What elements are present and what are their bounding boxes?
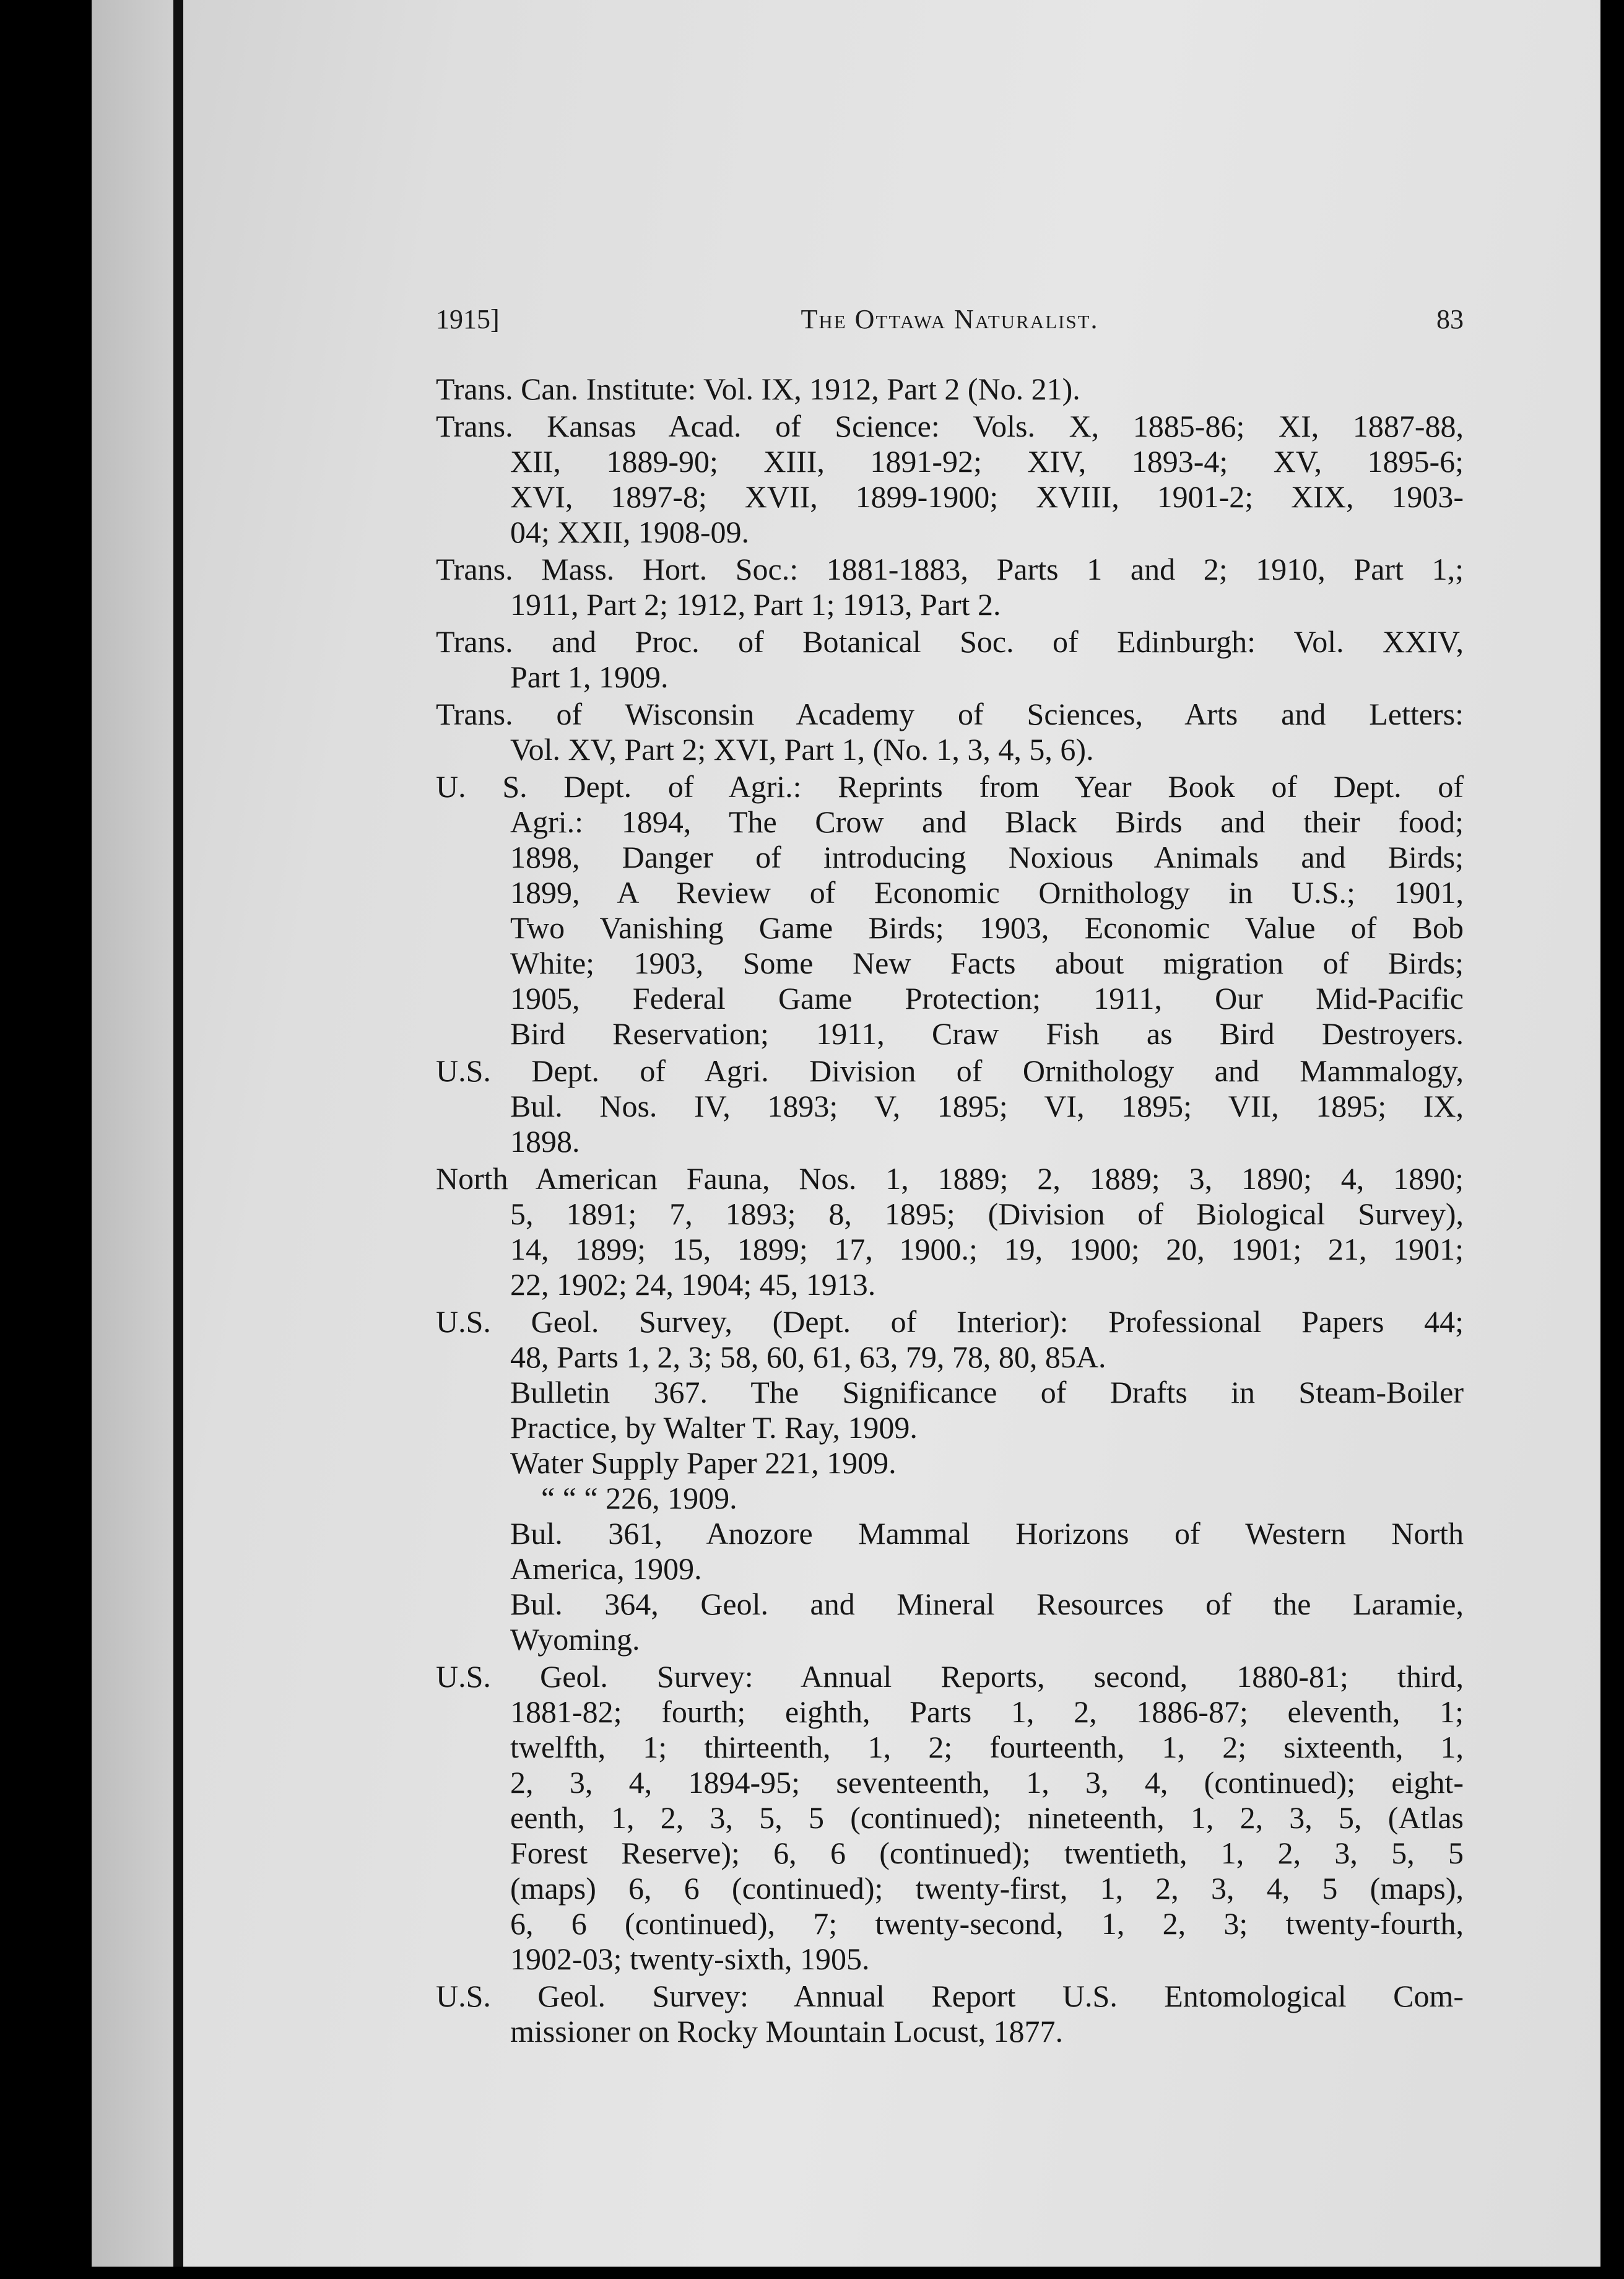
entry-line: 1905, Federal Game Protection; 1911, Our Mid-Pacific <box>510 981 1464 1016</box>
entry-line: Trans. Can. Institute: Vol. IX, 1912, Part 2 (No. 21). <box>436 372 1080 406</box>
entry-line: 6, 6 (continued), 7; twenty-second, 1, 2, 3; twenty-fourth, <box>510 1906 1464 1941</box>
list-item <box>436 697 1464 767</box>
entry-line: Practice, by Walter T. Ray, 1909. <box>510 1410 918 1445</box>
entry-line: North American Fauna, Nos. 1, 1889; 2, 1889; 3, 1890; 4, 1890; <box>436 1161 1464 1196</box>
journal-title: The Ottawa Naturalist. <box>801 304 1099 334</box>
scan-border-right <box>1600 0 1624 2279</box>
list-item <box>436 1304 1464 1657</box>
entry-line: Water Supply Paper 221, 1909. <box>510 1445 897 1480</box>
entry-line: 22, 1902; 24, 1904; 45, 1913. <box>510 1267 876 1302</box>
entry-line: Forest Reserve); 6, 6 (continued); twentieth, 1, 2, 3, 5, 5 <box>510 1836 1464 1870</box>
entry-line: U. S. Dept. of Agri.: Reprints from Year Book of Dept. of <box>436 769 1464 804</box>
entry-line: 1898, Danger of introducing Noxious Animals and Birds; <box>510 840 1464 874</box>
entry-line: Bird Reservation; 1911, Craw Fish as Bird Destroyers. <box>510 1016 1464 1051</box>
scan-border-bottom <box>0 2267 1624 2279</box>
list-item <box>436 1659 1464 1977</box>
gutter-line <box>173 0 183 2267</box>
facing-page-edge <box>92 0 173 2267</box>
running-header <box>436 303 1464 341</box>
list-item <box>436 1053 1464 1159</box>
entry-line: 5, 1891; 7, 1893; 8, 1895; (Division of Biological Survey), <box>510 1196 1464 1231</box>
entry-line: 1898. <box>510 1124 580 1159</box>
entry-line: eenth, 1, 2, 3, 5, 5 (continued); nineteenth, 1, 2, 3, 5, (Atlas <box>510 1800 1464 1835</box>
entry-line: White; 1903, Some New Facts about migration of Birds; <box>510 946 1464 980</box>
entry-line: U.S. Geol. Survey: Annual Report U.S. Entomological Com- <box>436 1979 1464 2013</box>
entry-line: 14, 1899; 15, 1899; 17, 1900.; 19, 1900; 20, 1901; 21, 1901; <box>510 1232 1464 1266</box>
entry-line: Trans. Kansas Acad. of Science: Vols. X, 1885-86; XI, 1887-88, <box>436 409 1464 443</box>
list-item <box>436 769 1464 1052</box>
entry-line: Trans. and Proc. of Botanical Soc. of Edinburgh: Vol. XXIV, <box>436 624 1464 659</box>
entry-line: Bul. Nos. IV, 1893; V, 1895; VI, 1895; VII, 1895; IX, <box>510 1089 1464 1123</box>
library-accessions-list <box>436 372 1464 2051</box>
entry-line: U.S. Geol. Survey, (Dept. of Interior): Professional Papers 44; <box>436 1304 1464 1339</box>
list-item <box>436 409 1464 550</box>
page-number: 83 <box>1436 304 1464 334</box>
entry-line: (maps) 6, 6 (continued); twenty-first, 1, 2, 3, 4, 5 (maps), <box>510 1871 1464 1906</box>
entry-line: XII, 1889-90; XIII, 1891-92; XIV, 1893-4; XV, 1895-6; <box>510 444 1464 479</box>
entry-line: Trans. of Wisconsin Academy of Sciences, Arts and Letters: <box>436 697 1464 731</box>
entry-line: America, 1909. <box>510 1551 702 1586</box>
list-item <box>436 552 1464 622</box>
entry-line: twelfth, 1; thirteenth, 1, 2; fourteenth, 1, 2; sixteenth, 1, <box>510 1730 1464 1764</box>
entry-line: 1902-03; twenty-sixth, 1905. <box>510 1941 870 1976</box>
entry-line: “ “ “ 226, 1909. <box>541 1481 737 1515</box>
header-year: 1915] <box>436 304 500 334</box>
entry-line: 04; XXII, 1908-09. <box>510 515 750 549</box>
entry-line: Bul. 361, Anozore Mammal Horizons of Western North <box>510 1516 1464 1551</box>
entry-line: Agri.: 1894, The Crow and Black Birds and their food; <box>510 804 1464 839</box>
entry-line: Trans. Mass. Hort. Soc.: 1881-1883, Parts 1 and 2; 1910, Part 1,; <box>436 552 1464 586</box>
entry-line: 1899, A Review of Economic Ornithology in U.S.; 1901, <box>510 875 1464 910</box>
entry-line: U.S. Dept. of Agri. Division of Ornithology and Mammalogy, <box>436 1053 1464 1088</box>
list-item <box>436 1161 1464 1302</box>
entry-line: Bul. 364, Geol. and Mineral Resources of the Laramie, <box>510 1587 1464 1621</box>
entry-line: XVI, 1897-8; XVII, 1899-1900; XVIII, 1901-2; XIX, 1903- <box>510 479 1464 514</box>
entry-line: U.S. Geol. Survey: Annual Reports, second, 1880-81; third, <box>436 1659 1464 1694</box>
list-item <box>436 624 1464 695</box>
entry-line: 1911, Part 2; 1912, Part 1; 1913, Part 2. <box>510 587 1001 622</box>
entry-line: Wyoming. <box>510 1622 640 1657</box>
entry-line: 2, 3, 4, 1894-95; seventeenth, 1, 3, 4, (continued); eight- <box>510 1765 1464 1800</box>
entry-line: Vol. XV, Part 2; XVI, Part 1, (No. 1, 3, 4, 5, 6). <box>510 732 1094 767</box>
entry-line: 1881-82; fourth; eighth, Parts 1, 2, 1886-87; eleventh, 1; <box>510 1694 1464 1729</box>
entry-line: Two Vanishing Game Birds; 1903, Economic Value of Bob <box>510 910 1464 945</box>
entry-line: 48, Parts 1, 2, 3; 58, 60, 61, 63, 79, 78, 80, 85A. <box>510 1340 1106 1374</box>
book-page <box>92 0 1600 2267</box>
entry-line: Part 1, 1909. <box>510 660 669 694</box>
entry-line: missioner on Rocky Mountain Locust, 1877. <box>510 2014 1063 2049</box>
entry-line: Bulletin 367. The Significance of Drafts in Steam-Boiler <box>510 1375 1464 1410</box>
list-item <box>436 1979 1464 2049</box>
list-item <box>436 372 1464 407</box>
